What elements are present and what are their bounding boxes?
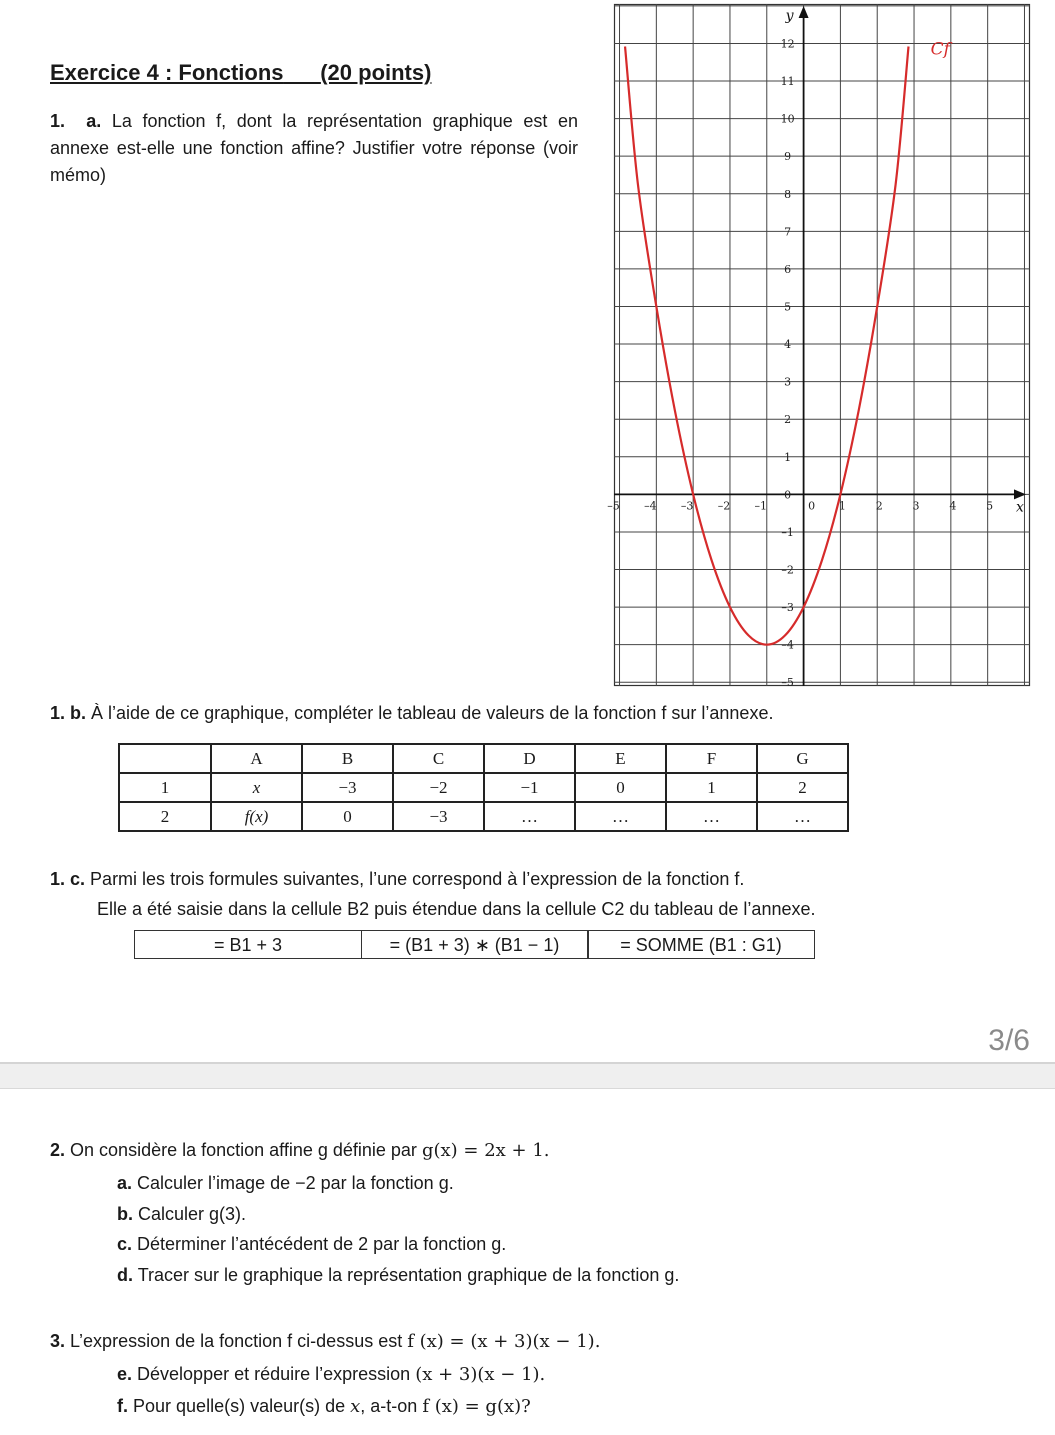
question-2a [117, 1170, 454, 1197]
x-tick-label: –5 [607, 499, 620, 513]
y-tick-label: –2 [781, 563, 794, 577]
table-cell: … [757, 802, 848, 831]
table-cell: 1 [119, 773, 211, 802]
item-variable: x [350, 1396, 361, 1417]
x-tick-label: 3 [912, 499, 920, 513]
question-2 [50, 1137, 550, 1164]
item-text-2: , a-t-on [360, 1396, 418, 1416]
question-2-expression: g(x) = 2x + 1. [421, 1140, 550, 1161]
x-tick-label: –3 [680, 499, 694, 513]
formula-options [134, 930, 814, 959]
y-tick-label: 0 [784, 488, 792, 502]
y-tick-label: –3 [781, 601, 794, 615]
x-tick-label: –1 [754, 499, 768, 513]
table-cell: … [575, 802, 666, 831]
y-tick-label: 2 [784, 413, 792, 427]
table-cell: −2 [393, 773, 484, 802]
x-tick-label: –4 [644, 499, 657, 513]
item-letter: d. [117, 1265, 133, 1285]
formula-option: = B1 + 3 [134, 930, 362, 959]
question-1b [50, 700, 773, 727]
graph-grid [614, 4, 1030, 686]
table-header-row [119, 744, 848, 773]
item-letter: c. [117, 1234, 133, 1254]
y-axis-arrow [799, 6, 809, 18]
question-3-number: 3. [50, 1331, 66, 1351]
y-tick-label: 8 [784, 187, 792, 201]
question-2-text: On considère la fonction affine g définie par [70, 1140, 417, 1160]
table-cell: −1 [484, 773, 575, 802]
question-3 [50, 1328, 600, 1355]
y-tick-label: 10 [780, 112, 795, 126]
table-header-cell: D [484, 744, 575, 773]
y-tick-label: 3 [784, 375, 792, 389]
question-1c-text: Parmi les trois formules suivantes, l’une correspond à l’expression de la fonction f. [90, 869, 745, 889]
y-tick-label: 9 [784, 150, 792, 164]
y-tick-label: –4 [781, 638, 794, 652]
values-table [118, 743, 849, 832]
page-number: 3/6 [988, 1024, 1030, 1057]
x-tick-label: –2 [717, 499, 731, 513]
table-header-cell: F [666, 744, 757, 773]
graph-axes [614, 6, 1026, 686]
graph-tick-labels [607, 8, 1024, 689]
question-1b-text: À l’aide de ce graphique, compléter le tableau de valeurs de la fonction f sur l’annexe. [91, 703, 774, 723]
question-1a-text: La fonction f, dont la représentation graphique est en annexe est-elle une fonction affine? Justifier votre réponse (voir mémo) [50, 111, 578, 185]
y-tick-label: –1 [781, 525, 794, 539]
item-text: Déterminer l’antécédent de 2 par la fonction g. [137, 1234, 507, 1254]
origin-label: 0 [808, 499, 816, 513]
item-expression: f (x) = g(x)? [422, 1396, 531, 1417]
x-tick-label: 2 [875, 499, 883, 513]
item-text: Calculer l’image de −2 par la fonction g. [137, 1173, 454, 1193]
curve-label: Cf [930, 39, 950, 60]
table-cell: −3 [302, 773, 393, 802]
item-text: Pour quelle(s) valeur(s) de [133, 1396, 346, 1416]
question-2c [117, 1231, 506, 1258]
page-divider-bottom [0, 1088, 1055, 1089]
y-axis-label: y [785, 8, 794, 24]
table-cell: … [666, 802, 757, 831]
table-cell: … [484, 802, 575, 831]
question-1c-label: 1. c. [50, 869, 86, 889]
y-tick-label: 12 [780, 37, 795, 51]
question-3-expression: f (x) = (x + 3)(x − 1). [407, 1331, 601, 1352]
table-row [119, 773, 848, 802]
formula-option: = SOMME (B1 : G1) [587, 930, 815, 959]
graph-border [615, 5, 1030, 686]
table-header-cell: C [393, 744, 484, 773]
item-letter: e. [117, 1364, 133, 1384]
table-cell: 1 [666, 773, 757, 802]
table-row [119, 802, 848, 831]
item-text: Développer et réduire l’expression [137, 1364, 411, 1384]
x-tick-label: 5 [986, 499, 994, 513]
question-1b-label: 1. b. [50, 703, 87, 723]
question-3-text: L’expression de la fonction f ci-dessus est [70, 1331, 403, 1351]
exercise-title-text: Exercice 4 : Fonctions [50, 60, 284, 85]
question-2-number: 2. [50, 1140, 66, 1160]
item-text: Tracer sur le graphique la représentation graphique de la fonction g. [137, 1265, 680, 1285]
question-2d [117, 1262, 679, 1289]
function-graph [607, 4, 1030, 690]
table-cell: 0 [575, 773, 666, 802]
x-tick-label: 4 [949, 499, 957, 513]
y-tick-label: 6 [784, 262, 792, 276]
item-letter: a. [117, 1173, 133, 1193]
exercise-points: (20 points) [320, 60, 432, 85]
formula-option: = (B1 + 3) ∗ (B1 − 1) [361, 930, 589, 959]
x-axis-label: x [1016, 499, 1024, 516]
exercise-title [50, 60, 431, 86]
x-tick-label: 1 [838, 499, 846, 513]
question-1a-letter: a. [86, 111, 102, 131]
y-tick-label: 4 [784, 338, 792, 352]
question-1a-number: 1. [50, 111, 66, 131]
y-tick-label: 1 [784, 450, 792, 464]
question-1c [50, 866, 744, 893]
y-tick-label: 11 [780, 75, 795, 89]
table-cell: −3 [393, 802, 484, 831]
table-cell: 2 [757, 773, 848, 802]
y-tick-label: 5 [784, 300, 792, 314]
table-header-cell [119, 744, 211, 773]
table-cell: 2 [119, 802, 211, 831]
page-gap [0, 1064, 1055, 1088]
table-cell: x [211, 773, 302, 802]
item-letter: b. [117, 1204, 133, 1224]
item-text: Calculer g(3). [138, 1204, 247, 1224]
table-header-cell: B [302, 744, 393, 773]
question-2b [117, 1201, 246, 1228]
y-tick-label: 7 [784, 225, 792, 239]
table-cell: 0 [302, 802, 393, 831]
question-1c-text2: Elle a été saisie dans la cellule B2 puis étendue dans la cellule C2 du tableau de l’annexe. [97, 899, 816, 919]
question-1a [50, 108, 578, 189]
table-header-cell: G [757, 744, 848, 773]
table-header-cell: E [575, 744, 666, 773]
question-3e [117, 1361, 545, 1388]
y-tick-label: –5 [781, 676, 794, 690]
table-header-cell: A [211, 744, 302, 773]
item-letter: f. [117, 1396, 128, 1416]
question-3f [117, 1393, 531, 1420]
table-cell: f(x) [211, 802, 302, 831]
item-expression: (x + 3)(x − 1). [415, 1364, 546, 1385]
